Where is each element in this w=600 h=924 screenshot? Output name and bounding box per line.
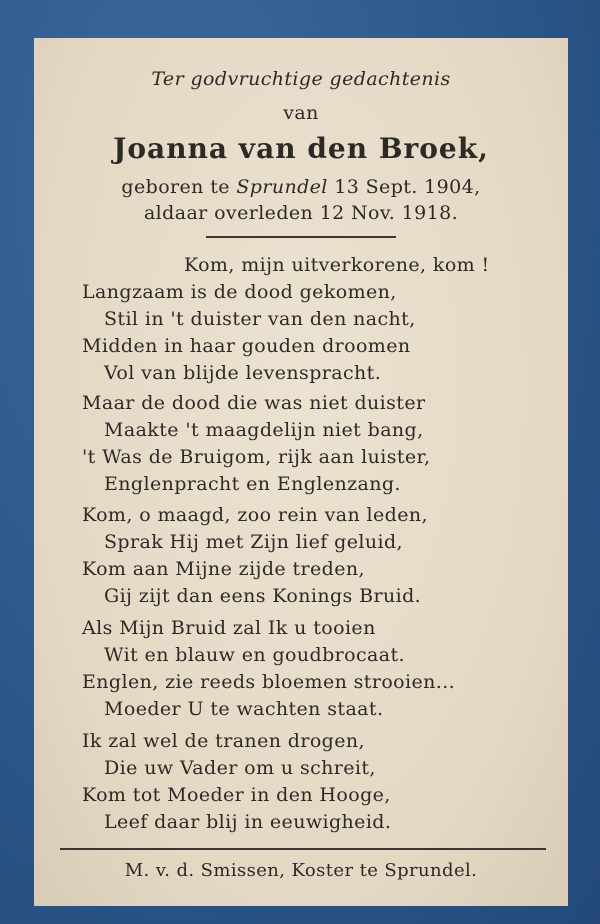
quote-line: Kom, mijn uitverkorene, kom ! <box>184 254 490 276</box>
memorial-card <box>34 38 568 906</box>
verse-line: Midden in haar gouden droomen <box>82 335 411 357</box>
verse-line: Kom aan Mijne zijde treden, <box>82 558 365 580</box>
verse-line: Englen, zie reeds bloemen strooien... <box>82 671 456 693</box>
dedication-line: Ter godvruchtige gedachtenis <box>151 68 451 90</box>
verse-line: Leef daar blij in eeuwigheid. <box>104 811 392 833</box>
verse-line: Ik zal wel de tranen drogen, <box>82 730 365 752</box>
verse-line: Englenpracht en Englenzang. <box>104 473 401 495</box>
verse-line: Maakte 't maagdelijn niet bang, <box>104 419 424 441</box>
verse-line: Kom, o maagd, zoo rein van leden, <box>82 504 428 526</box>
birth-prefix: geboren te <box>121 176 237 198</box>
verse-line: Gij zijt dan eens Konings Bruid. <box>104 585 422 607</box>
verse-line: 't Was de Bruigom, rijk aan luister, <box>82 446 431 468</box>
verse-line: Wit en blauw en goudbrocaat. <box>104 644 405 666</box>
birth-date: 13 Sept. 1904, <box>327 176 481 198</box>
printer-credit: M. v. d. Smissen, Koster te Sprundel. <box>124 860 478 881</box>
bottom-divider <box>60 848 546 850</box>
verse-line: Sprak Hij met Zijn lief geluid, <box>104 531 403 553</box>
verse-line: Langzaam is de dood gekomen, <box>82 281 397 303</box>
birth-place: Sprundel <box>236 176 328 198</box>
birth-line <box>34 176 568 198</box>
top-divider <box>206 236 396 238</box>
van-line: van <box>283 102 319 124</box>
verse-line: Stil in 't duister van den nacht, <box>104 308 416 330</box>
verse-line: Kom tot Moeder in den Hooge, <box>82 784 391 806</box>
verse-line: Die uw Vader om u schreit, <box>104 757 376 779</box>
verse-line: Als Mijn Bruid zal Ik u tooien <box>82 617 376 639</box>
death-line: aldaar overleden 12 Nov. 1918. <box>143 202 459 224</box>
deceased-name: Joanna van den Broek, <box>113 132 489 165</box>
verse-line: Moeder U te wachten staat. <box>104 698 384 720</box>
verse-line: Vol van blijde levenspracht. <box>104 362 382 384</box>
verse-line: Maar de dood die was niet duister <box>82 392 426 414</box>
